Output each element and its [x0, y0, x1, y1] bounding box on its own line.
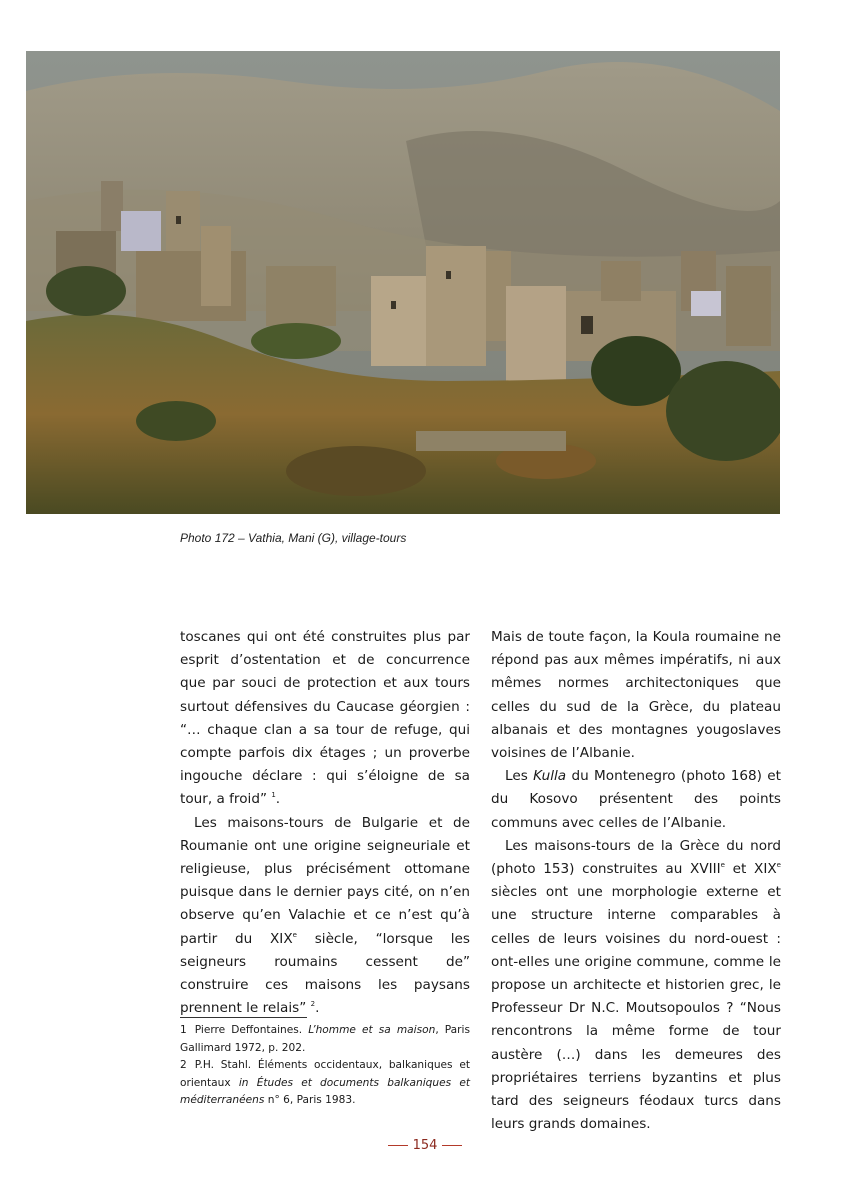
right-p2-text-b: du Montenegro (photo 168) et du Kosovo présentent des points communs avec celles de l’Albanie. — [491, 768, 781, 831]
footnote-number: 1 — [180, 1024, 187, 1036]
footnote-1 — [180, 1022, 470, 1057]
left-paragraph-2 — [180, 812, 470, 1021]
right-p3-text-c: siècles ont une morphologie externe et une structure interne comparables à celles de leurs voisines du nord-ouest : ont-elles une origine commune, comme le propose un architecte et historien grec, le Professeur Dr N.C. Moutsopoulos ? “Nous rencontrons la même forme de tour austère (…) dans les demeures des propriétaires terriens byzantins et plus tard des seigneurs féodaux turcs dans leurs grands domaines. — [491, 884, 781, 1133]
right-p2-text-a: Les — [505, 768, 534, 785]
footnote-text: , Paris Gallimard 1972, p. 202. — [180, 1024, 470, 1054]
ordinal-sup: e — [292, 930, 297, 939]
footnote-number: 2 — [180, 1059, 187, 1072]
right-p3-text-a: Les maisons-tours de la Grèce du nord (photo 153) construites au XVIII — [491, 837, 781, 878]
footnote-ref-2: 2 — [310, 1000, 316, 1009]
right-paragraph-1: Mais de toute façon, la Koula roumaine ne répond pas aux mêmes impératifs, ni aux mêmes normes architectoniques que celles du sud de la Grèce, du plateau albanais et des montagnes yougoslaves voisines de l’Albanie. — [491, 629, 781, 762]
footnote-2 — [180, 1057, 470, 1110]
footnote-text: Pierre Deffontaines. — [194, 1024, 309, 1036]
village-towers-photo — [26, 51, 780, 514]
figure-photo — [26, 51, 780, 514]
footnote-ref-1: 1 — [271, 791, 276, 800]
left-p2-text-a: Les maisons-tours de Bulgarie et de Roumanie ont une origine seigneuriale et religieuse, plus précisément ottomane puisque dans le dernier pays cité, on n’en observe qu’en Valachie et ce n’est qu’à partir du XIX — [180, 814, 470, 947]
left-column — [180, 626, 470, 1020]
right-paragraph-2 — [491, 765, 781, 835]
footnote-text: n° 6, Paris 1983. — [264, 1094, 356, 1107]
right-paragraph-3 — [491, 835, 781, 1137]
photo-caption: Photo 172 – Vathia, Mani (G), village-tours — [180, 531, 407, 545]
right-p2-italic: Kulla — [533, 768, 567, 785]
ordinal-sup: e — [720, 861, 725, 870]
folio-dash-right — [442, 1145, 462, 1146]
left-p2-end: . — [315, 1000, 320, 1017]
left-p2-text-b: siècle, “lorsque les seigneurs roumains cessent de” construire ces maisons les paysans prennent le relais” — [180, 930, 471, 1017]
footnote-rule — [180, 1017, 307, 1018]
footnotes — [180, 1022, 470, 1110]
left-p1-text: toscanes qui ont été construites plus par esprit d’ostentation et de concurrence que par souci de protection et aux tours surtout défensives du Caucase géorgien : “… chaque clan a sa tour de refuge, qui compte parfois dix étages ; un proverbe ingouche déclare : qui s’éloigne de sa tour, a froid” — [180, 629, 470, 808]
page-number — [0, 1138, 850, 1153]
footnote-text: P.H. Stahl. Éléments occidentaux, balkaniques et orientaux — [180, 1059, 470, 1089]
right-p3-text-b: et XIX — [724, 861, 777, 878]
folio-dash-left — [388, 1145, 408, 1146]
ordinal-sup: e — [776, 861, 781, 870]
left-paragraph-1 — [180, 626, 470, 812]
right-column — [491, 626, 781, 1136]
footnote-title: L’homme et sa maison — [308, 1024, 436, 1036]
footnote-title: in Études et documents balkaniques et méditerranéens — [180, 1076, 470, 1107]
page-number-text: 154 — [412, 1138, 438, 1153]
left-p1-end: . — [275, 791, 281, 808]
